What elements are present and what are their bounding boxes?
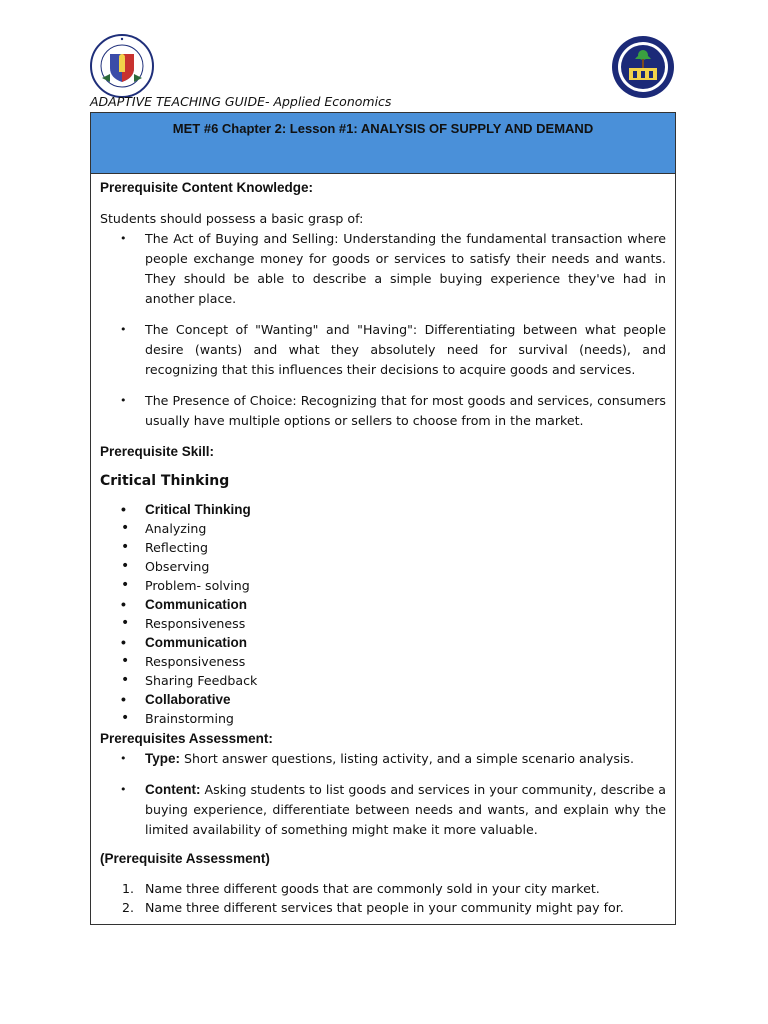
skill-subheading: Critical Thinking (100, 473, 230, 489)
bullet-icon: • (121, 634, 126, 650)
bullet-icon: • (120, 394, 127, 407)
bullet-icon: • (120, 783, 127, 796)
bullet-icon: • (120, 752, 127, 765)
content-label: Content: (145, 782, 201, 797)
list-item: • Critical Thinking (121, 501, 251, 517)
assessment-list (100, 749, 666, 840)
bullet-icon: • (121, 672, 130, 688)
prereq-content-heading: Prerequisite Content Knowledge: (100, 180, 314, 195)
bullet-icon: • (120, 232, 127, 245)
list-item: 2. Name three different services that people in your community might pay for. (122, 900, 624, 915)
list-item (100, 749, 666, 769)
list-item: • The Concept of "Wanting" and "Having": Differentiating between what people desire (wants) and what they absolutely need for survival (needs), and recognizing that this influences their decisions to acquire goods and services. (120, 322, 666, 377)
bullet-icon: • (121, 577, 130, 593)
list-item: • Responsiveness (121, 653, 246, 669)
list-item: • Observing (121, 558, 210, 574)
assessment-heading: Prerequisites Assessment: (100, 731, 273, 746)
bullet-icon: • (121, 691, 126, 707)
list-item: • Reflecting (121, 539, 208, 555)
school-seal-logo (611, 35, 675, 99)
list-item: • Problem- solving (121, 577, 250, 593)
question-list (100, 879, 666, 917)
bullet-icon: • (121, 501, 126, 517)
lesson-content (91, 178, 675, 917)
list-item (100, 780, 666, 840)
type-label: Type: (145, 751, 181, 766)
prereq-intro: Students should possess a basic grasp of: (100, 211, 364, 226)
prereq-content-list (100, 229, 666, 431)
skills-list (100, 500, 666, 728)
bullet-icon: • (121, 539, 130, 555)
bullet-icon: • (121, 558, 130, 574)
type-text: Short answer questions, listing activity, and a simple scenario analysis. (184, 751, 634, 766)
deped-seal-logo (90, 34, 154, 98)
lesson-table (90, 112, 676, 925)
bullet-icon: • (121, 596, 126, 612)
list-item: 1. Name three different goods that are commonly sold in your city market. (122, 881, 600, 896)
prereq-skill-heading: Prerequisite Skill: (100, 444, 215, 459)
prereq-assessment-subheading: (Prerequisite Assessment) (100, 851, 270, 866)
list-item: • The Act of Buying and Selling: Understanding the fundamental transaction where people exchange money for goods or services to satisfy their needs and wants. They should be able to describe a simple buying experience they've had in another place. (120, 231, 666, 306)
bullet-icon: • (120, 323, 127, 336)
bullet-icon: • (121, 710, 130, 726)
list-item: • Communication (121, 596, 248, 612)
list-item: • The Presence of Choice: Recognizing that for most goods and services, consumers usually have multiple options or sellers to choose from in the market. (120, 393, 666, 428)
lesson-header: MET #6 Chapter 2: Lesson #1: ANALYSIS OF SUPPLY AND DEMAND (91, 113, 675, 174)
list-item: • Collaborative (121, 691, 231, 707)
bullet-icon: • (121, 615, 130, 631)
list-item: • Brainstorming (121, 710, 234, 726)
list-item: • Communication (121, 634, 248, 650)
list-item: • Sharing Feedback (121, 672, 258, 688)
list-item: • Responsiveness (121, 615, 246, 631)
document-title: ADAPTIVE TEACHING GUIDE- Applied Economics (90, 94, 392, 109)
list-item: • Analyzing (121, 520, 207, 536)
bullet-icon: • (121, 653, 130, 669)
content-text: Asking students to list goods and services in your community, describe a buying experience, differentiate between needs and wants, and explain why the limited availability of something might make it more valuable. (145, 782, 666, 837)
bullet-icon: • (121, 520, 130, 536)
